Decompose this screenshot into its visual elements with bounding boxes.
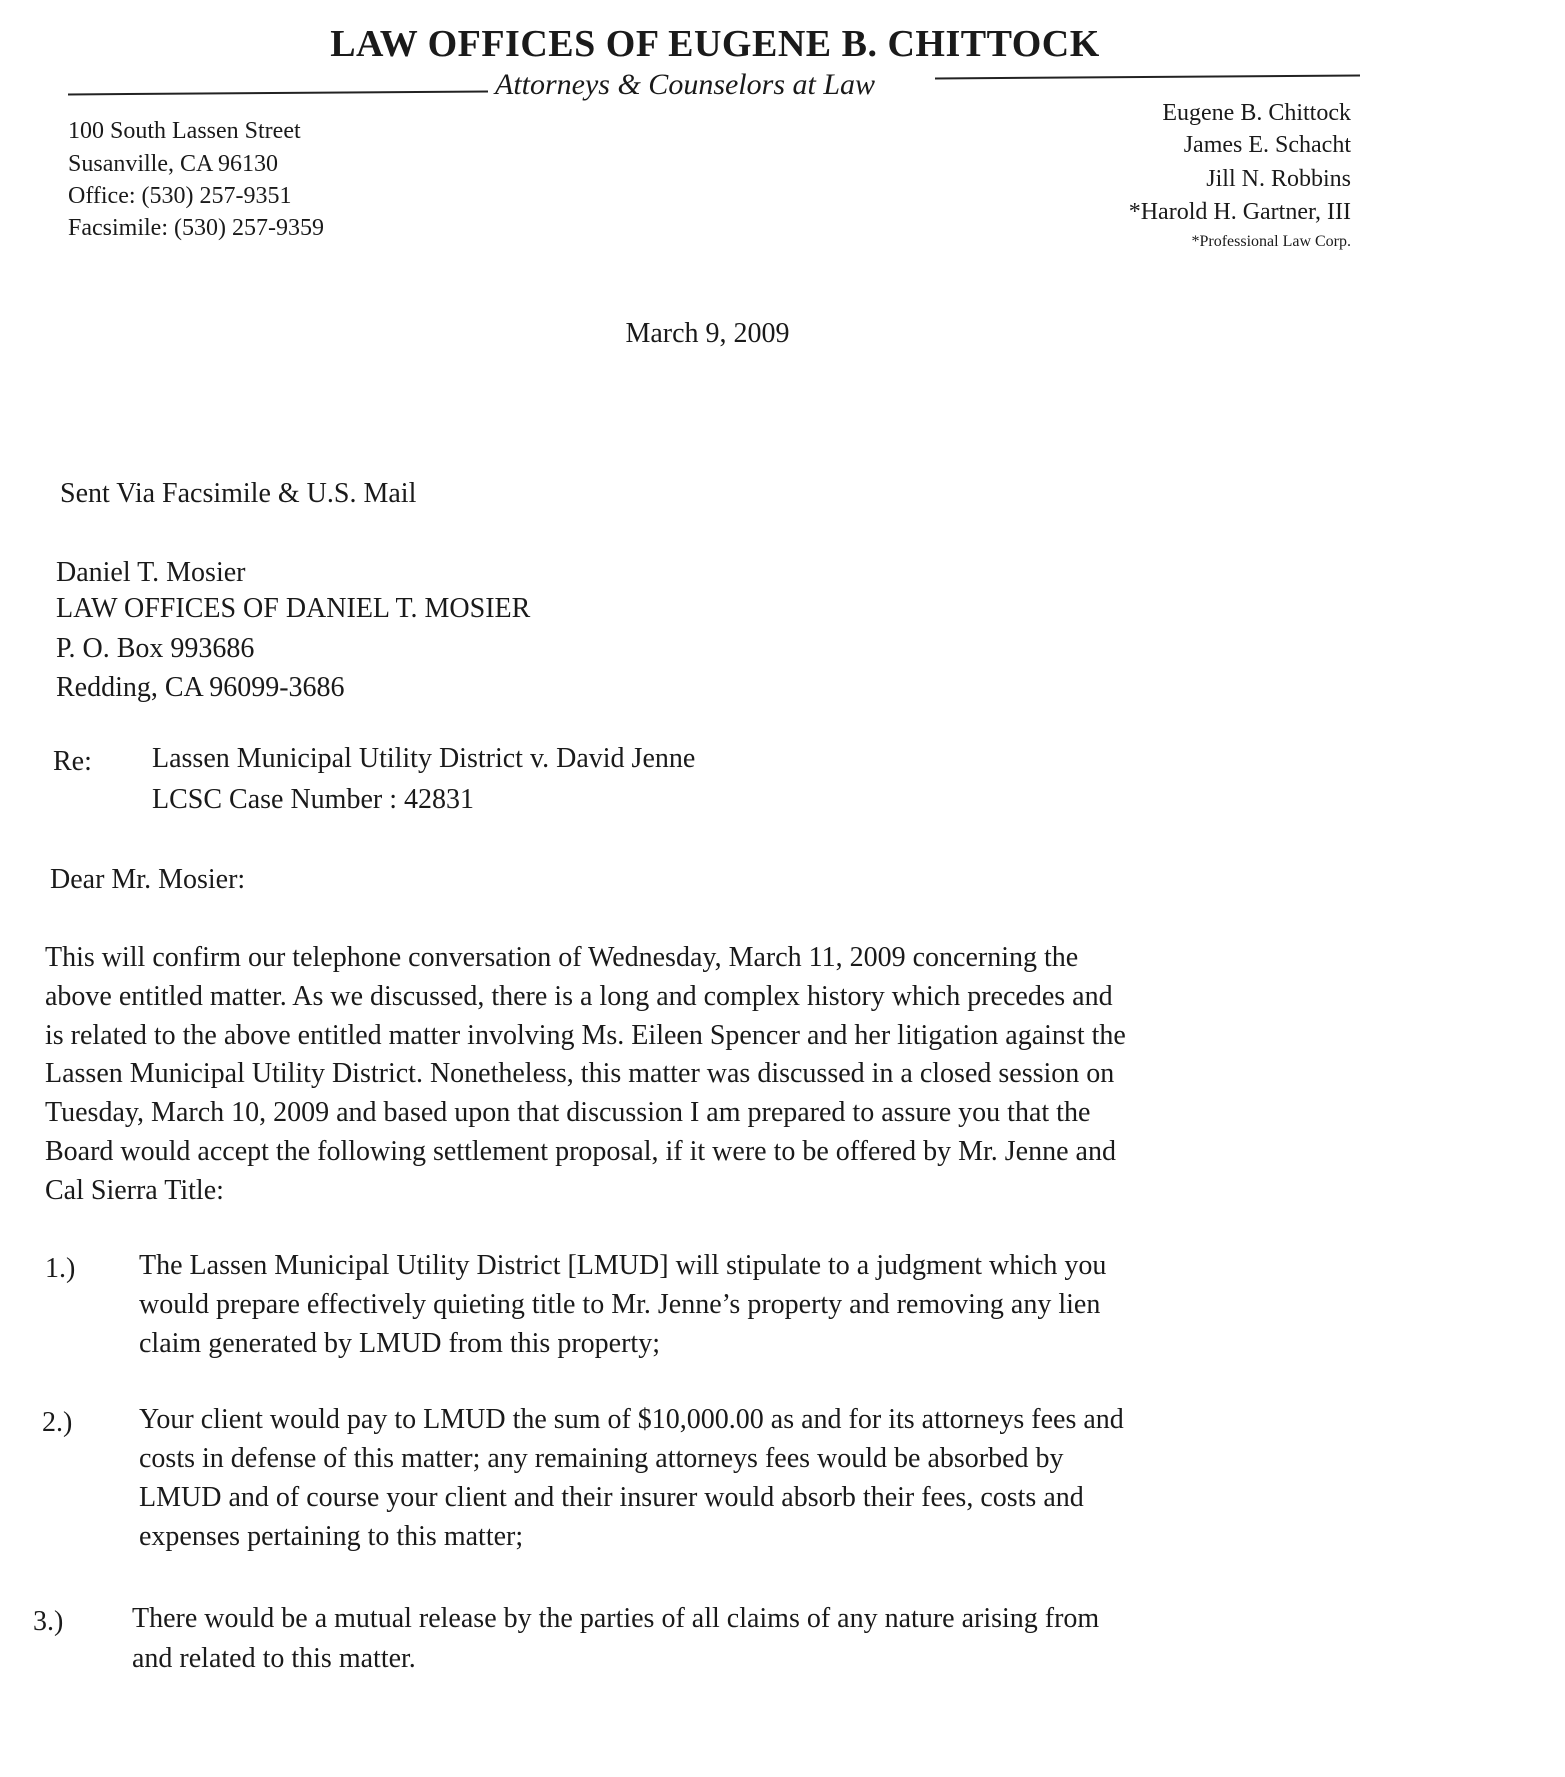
re-label: Re:	[53, 746, 92, 777]
item-line: LMUD and of course your client and their insurer would absorb their fees, costs and	[139, 1482, 1084, 1513]
recipient-firm: LAW OFFICES OF DANIEL T. MOSIER	[56, 593, 531, 624]
re-case-title: Lassen Municipal Utility District v. David Jenne	[152, 743, 696, 774]
item-number: 2.)	[42, 1407, 73, 1438]
recipient-po-box: P. O. Box 993686	[56, 633, 255, 664]
paragraph-line: Tuesday, March 10, 2009 and based upon that discussion I am prepared to assure you that the	[45, 1097, 1091, 1128]
delivery-method: Sent Via Facsimile & U.S. Mail	[60, 478, 417, 509]
attorney-name: Jill N. Robbins	[1206, 166, 1351, 192]
attorney-name: *Harold H. Gartner, III	[1128, 199, 1351, 225]
attorney-name: Eugene B. Chittock	[1162, 100, 1351, 126]
address-street: 100 South Lassen Street	[68, 118, 301, 144]
letter-date: March 9, 2009	[625, 318, 790, 349]
recipient-city: Redding, CA 96099-3686	[56, 672, 345, 703]
item-line: The Lassen Municipal Utility District [LMUD] will stipulate to a judgment which you	[139, 1250, 1107, 1281]
item-line: would prepare effectively quieting title to Mr. Jenne’s property and removing any lien	[139, 1289, 1101, 1320]
item-line: and related to this matter.	[132, 1643, 416, 1674]
paragraph-line: above entitled matter. As we discussed, there is a long and complex history which precedes and	[45, 981, 1113, 1012]
item-line: costs in defense of this matter; any remaining attorneys fees would be absorbed by	[139, 1443, 1064, 1474]
attorney-name: James E. Schacht	[1183, 132, 1351, 158]
item-line: claim generated by LMUD from this property;	[139, 1328, 660, 1359]
professional-corp-note: *Professional Law Corp.	[1191, 233, 1351, 250]
paragraph-line: Board would accept the following settlement proposal, if it were to be offered by Mr. Jenne and	[45, 1136, 1116, 1167]
header-rule-right	[935, 75, 1360, 80]
header-rule-left	[68, 91, 488, 96]
item-line: Your client would pay to LMUD the sum of $10,000.00 as and for its attorneys fees and	[139, 1404, 1124, 1435]
paragraph-line: is related to the above entitled matter involving Ms. Eileen Spencer and her litigation against the	[45, 1020, 1126, 1051]
paragraph-line: Lassen Municipal Utility District. Nonetheless, this matter was discussed in a closed session on	[45, 1058, 1115, 1089]
item-number: 3.)	[33, 1606, 64, 1637]
firm-name: LAW OFFICES OF EUGENE B. CHITTOCK	[330, 23, 1100, 65]
item-number: 1.)	[45, 1253, 76, 1284]
address-phone: Office: (530) 257-9351	[68, 183, 292, 209]
item-line: expenses pertaining to this matter;	[139, 1521, 524, 1552]
paragraph-line: This will confirm our telephone conversation of Wednesday, March 11, 2009 concerning the	[45, 942, 1079, 973]
tagline: Attorneys & Counselors at Law	[495, 68, 876, 101]
address-fax: Facsimile: (530) 257-9359	[68, 215, 324, 241]
paragraph-line: Cal Sierra Title:	[45, 1175, 224, 1206]
recipient-name: Daniel T. Mosier	[56, 557, 246, 588]
salutation: Dear Mr. Mosier:	[50, 864, 246, 895]
re-case-number: LCSC Case Number : 42831	[152, 784, 474, 815]
address-city: Susanville, CA 96130	[68, 151, 279, 177]
item-line: There would be a mutual release by the parties of all claims of any nature arising from	[132, 1603, 1100, 1634]
